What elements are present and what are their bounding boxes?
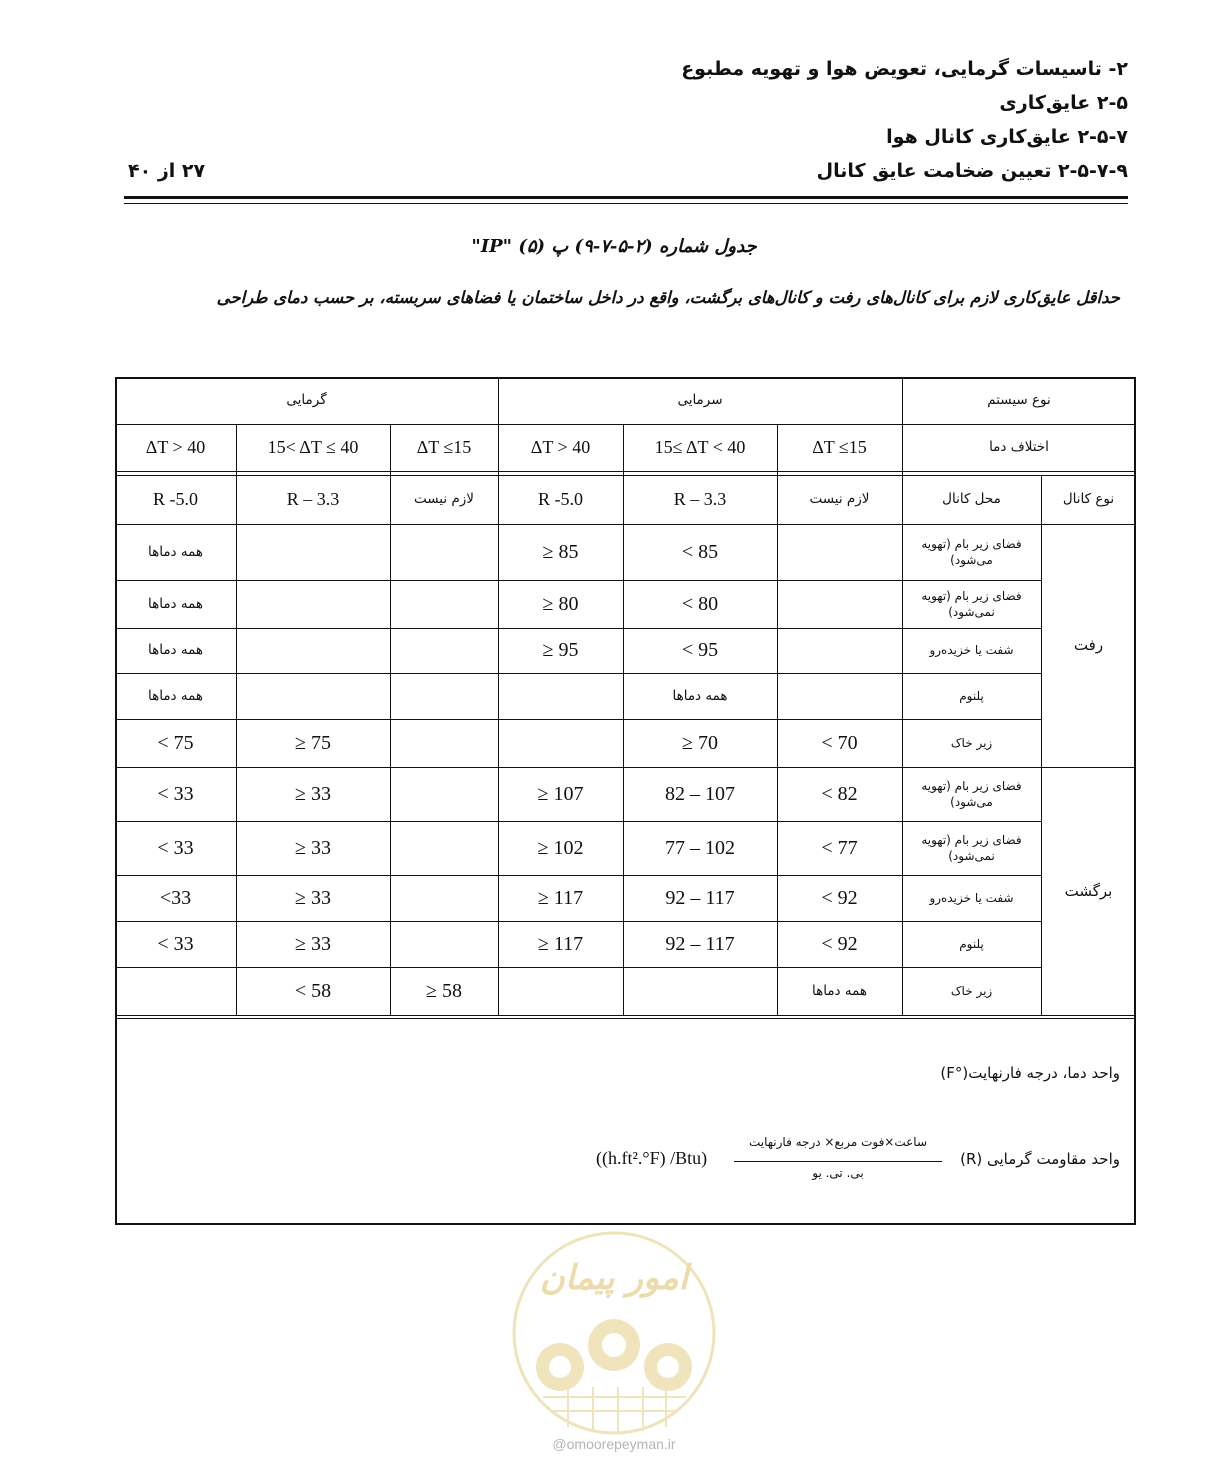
table-cell-h40 [115,967,236,1015]
delta-header-heating-low: ΔT ≤15 [416,437,472,458]
grid-line [115,1018,1136,1019]
table-cell-h40: همه دماها [147,642,204,659]
table-cell-cnone [777,524,902,580]
supply-duct-label: رفت [1073,636,1104,655]
table-cell-cnone: < 77 [821,836,858,859]
website-credit: @omoorepeyman.ir [552,1436,676,1452]
section-heading: ۲-۵ عایق‌کاری [999,92,1128,114]
table-cell-hnone [390,767,498,821]
cooling-header: سرمایی [677,392,723,409]
table-cell-h40: < 75 [157,731,194,754]
table-cell-c15: 77 – 102 [665,836,735,859]
r-unit-label: واحد مقاومت گرمایی (R) [960,1150,1120,1168]
table-cell-hnone [390,628,498,673]
table-cell-c15: < 85 [681,540,719,563]
table-cell-location: فضای زیر بام (تهویه می‌شود) [921,536,1022,567]
table-cell-c40: ≥ 117 [537,932,584,955]
table-cell-cnone [777,673,902,719]
table-cell-c40: ≥ 117 [537,886,584,909]
table-cell-cnone [777,580,902,628]
temp-diff-header: اختلاف دما [989,439,1049,456]
r-header-cooling-high: R -5.0 [538,489,583,510]
table-cell-h15: ≥ 33 [295,782,331,805]
table-cell-h15: ≥ 75 [295,731,331,754]
table-cell-c40: ≥ 107 [537,782,584,805]
table-cell-h15 [236,580,390,628]
grid-line [115,471,1136,472]
table-cell-location: فضای زیر بام (تهویه می‌شود) [921,778,1022,809]
duct-type-header: نوع کانال [1062,491,1115,508]
table-cell-h40: همه دماها [147,687,204,704]
table-cell-cnone: < 70 [821,731,858,754]
header-rule-thick [124,196,1128,199]
table-cell-hnone [390,821,498,875]
table-cell-location: زیر خاک [950,735,993,750]
table-cell-c40: ≥ 102 [537,836,584,859]
table-cell-c15: 92 – 117 [665,932,735,955]
location-header: محل کانال [942,491,1001,508]
page-number: ۲۷ از ۴۰ [128,160,206,182]
table-caption: جدول شماره (۲-۵-۷-۹) پ (۵) "IP" [471,236,757,257]
table-cell-h40: < 33 [157,932,194,955]
table-cell-location: پلنوم [959,688,984,703]
table-cell-h15: < 58 [294,979,332,1002]
table-cell-location: فضای زیر بام (تهویه نمی‌شود) [921,832,1022,863]
table-cell-h40: همه دماها [147,595,204,612]
table-cell-h15 [236,628,390,673]
delta-header-heating-high: ΔT > 40 [145,437,206,458]
return-duct-label: برگشت [1064,881,1113,900]
subsection-heading: ۲-۵-۷ عایق‌کاری کانال هوا [886,126,1128,148]
table-cell-c15: 82 – 107 [665,782,735,805]
table-cell-c15: ≥ 70 [682,731,718,754]
table-cell-h15: ≥ 33 [295,932,331,955]
chapter-heading: ۲- تاسیسات گرمایی، تعویض هوا و تهویه مطبوع [681,58,1128,80]
grid-line [115,1015,1136,1016]
table-cell-h15: ≥ 33 [295,836,331,859]
table-cell-hnone [390,524,498,580]
table-cell-location: پلنوم [959,936,984,951]
sub-subsection-heading: ۲-۵-۷-۹ تعیین ضخامت عایق کانال [816,160,1128,182]
r-unit-numerator: ساعت×فوت مربع× درجه فارنهایت [748,1135,928,1149]
r-header-heating-low: لازم نیست [414,491,474,508]
temp-unit-note: واحد دما، درجه فارنهایت(°F) [940,1064,1120,1082]
header-rule-thin [124,203,1128,204]
table-cell-cnone: < 92 [821,932,858,955]
table-cell-hnone [390,719,498,767]
delta-header-cooling-mid: 15≤ ΔT < 40 [654,437,746,458]
table-cell-cnone: < 92 [821,886,858,909]
r-header-heating-high: R -5.0 [153,489,198,510]
table-cell-c15 [623,967,777,1015]
table-cell-location: زیر خاک [950,983,993,998]
table-cell-c15: < 95 [681,639,719,661]
table-cell-hnone: ≥ 58 [426,979,462,1002]
table-cell-c15: 92 – 117 [665,886,735,909]
table-cell-h40: < 33 [157,836,194,859]
table-cell-c40: ≥ 95 [542,639,579,661]
table-cell-cnone: همه دماها [811,982,868,999]
fraction-bar [734,1161,942,1162]
table-cell-hnone [390,875,498,921]
table-cell-location: شفت یا خزیده‌رو [929,890,1014,905]
table-cell-location: شفت یا خزیده‌رو [929,643,1014,658]
table-cell-hnone [390,580,498,628]
delta-header-heating-mid: 15< ΔT ≤ 40 [267,437,359,458]
delta-header-cooling-high: ΔT > 40 [530,437,591,458]
table-cell-c40: ≥ 80 [542,592,579,615]
table-cell-c15: همه دماها [672,687,728,704]
table-cell-hnone [390,673,498,719]
table-cell-location: فضای زیر بام (تهویه نمی‌شود) [921,588,1022,619]
r-header-cooling-mid: R – 3.3 [673,489,727,510]
table-cell-c40 [498,719,623,767]
watermark-text: امور پیمان [539,1258,689,1298]
heating-header: گرمایی [286,392,327,409]
table-cell-h15 [236,673,390,719]
r-header-cooling-low: لازم نیست [809,491,870,508]
table-cell-h40: همه دماها [147,543,204,560]
table-cell-c15: < 80 [681,592,719,615]
delta-header-cooling-low: ΔT ≤15 [812,437,867,458]
table-subtitle: حداقل عایق‌کاری لازم برای کانال‌های رفت و کانال‌های برگشت، واقع در داخل ساختمان یا فضاهای سربسته، بر حسب دمای طراحی [216,288,1120,307]
watermark-logo [508,1227,720,1439]
table-cell-c40 [498,967,623,1015]
system-type-header: نوع سیستم [987,392,1051,409]
table-cell-cnone [777,628,902,673]
table-cell-hnone [390,921,498,967]
r-unit-formula: ((h.ft².°F) /Btu) [596,1148,708,1168]
table-cell-h15 [236,524,390,580]
table-cell-c40 [498,673,623,719]
table-cell-c40: ≥ 85 [542,540,579,563]
table-cell-h40: < 33 [157,782,194,805]
r-unit-denominator: بی. تی. یو [812,1166,864,1180]
r-header-heating-mid: R – 3.3 [286,489,340,510]
table-cell-h40: <33 [159,886,192,909]
table-cell-h15: ≥ 33 [295,886,331,909]
table-cell-cnone: < 82 [821,782,858,805]
